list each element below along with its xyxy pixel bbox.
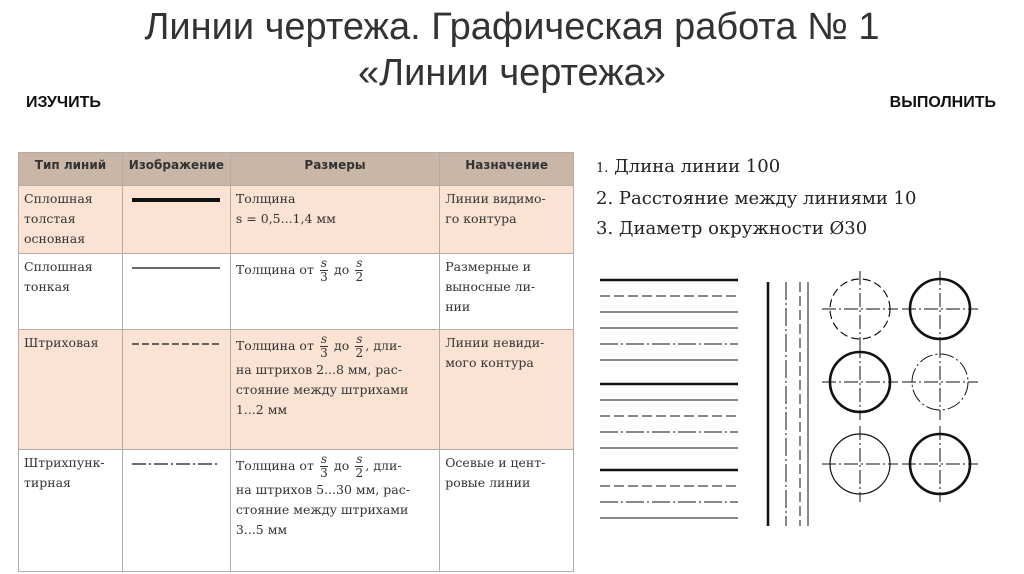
study-label: ИЗУЧИТЬ (26, 94, 101, 111)
page-title (0, 4, 1024, 96)
fraction-s-over-3: $\frac{s}{3}$ (320, 255, 328, 284)
header-purpose: Назначение (440, 153, 574, 186)
header-line-type: Тип линий (19, 153, 123, 186)
task-item: 3. Диаметр окружности Ø30 (596, 218, 868, 239)
horizontal-lines-group (600, 280, 738, 518)
fraction-s-over-2: $\frac{s}{2}$ (355, 255, 364, 284)
line-sample-cell (122, 253, 230, 329)
fraction-s-over-3: $\frac{s}{3}$ (320, 331, 328, 360)
table-header-row (19, 153, 574, 186)
line-type-cell: Штриховая (19, 329, 123, 449)
line-sample-cell (122, 185, 230, 253)
dashed-line-sample (128, 336, 224, 352)
fraction-s-over-3: $\frac{s}{3}$ (320, 451, 328, 480)
header-dimensions: Размеры (230, 153, 439, 186)
table-row (19, 329, 574, 449)
fraction-s-over-2: $\frac{s}{2}$ (355, 451, 364, 480)
purpose-cell: Размерные и выносные ли- нии (440, 253, 574, 329)
line-types-table (18, 152, 574, 572)
size-cell: Толщина от $\frac{s}{3}$ до $\frac{s}{2}$ , дли- на штрихов 5...30 мм, рас- стояние между штрихами 3...5 мм (230, 449, 439, 571)
title-line-1: Линии чертежа. Графическая работа № 1 (144, 6, 880, 48)
line-type-cell: Сплошная толстая основная (19, 185, 123, 253)
graphic-work-drawing (596, 258, 996, 538)
title-line-2: «Линии чертежа» (358, 52, 666, 94)
line-sample-cell (122, 329, 230, 449)
line-type-cell: Штрихпунк- тирная (19, 449, 123, 571)
header-image: Изображение (122, 153, 230, 186)
solid-thin-line-sample (128, 260, 224, 276)
purpose-cell: Осевые и цент- ровые линии (440, 449, 574, 571)
size-cell: Толщина от $\frac{s}{3}$ до $\frac{s}{2}$ (230, 253, 439, 329)
table-row (19, 253, 574, 329)
line-sample-cell (122, 449, 230, 571)
line-type-cell: Сплошная тонкая (19, 253, 123, 329)
task-item: 1. Длина линии 100 (596, 156, 781, 177)
task-list (596, 152, 916, 244)
circles-group (822, 271, 978, 502)
perform-label: ВЫПОЛНИТЬ (889, 94, 996, 111)
solid-thick-line-sample (128, 192, 224, 208)
table-row (19, 449, 574, 571)
fraction-s-over-2: $\frac{s}{2}$ (355, 331, 364, 360)
task-item: 2. Расстояние между линиями 10 (596, 188, 917, 209)
dash-dot-line-sample (128, 456, 224, 472)
table-row (19, 185, 574, 253)
vertical-lines-group (768, 282, 808, 526)
size-cell: Толщина от $\frac{s}{3}$ до $\frac{s}{2}$ , дли- на штрихов 2...8 мм, рас- стояние между штрихами 1...2 мм (230, 329, 439, 449)
purpose-cell: Линии невиди- мого контура (440, 329, 574, 449)
size-cell: Толщина s = 0,5...1,4 мм (230, 185, 439, 253)
purpose-cell: Линии видимо- го контура (440, 185, 574, 253)
